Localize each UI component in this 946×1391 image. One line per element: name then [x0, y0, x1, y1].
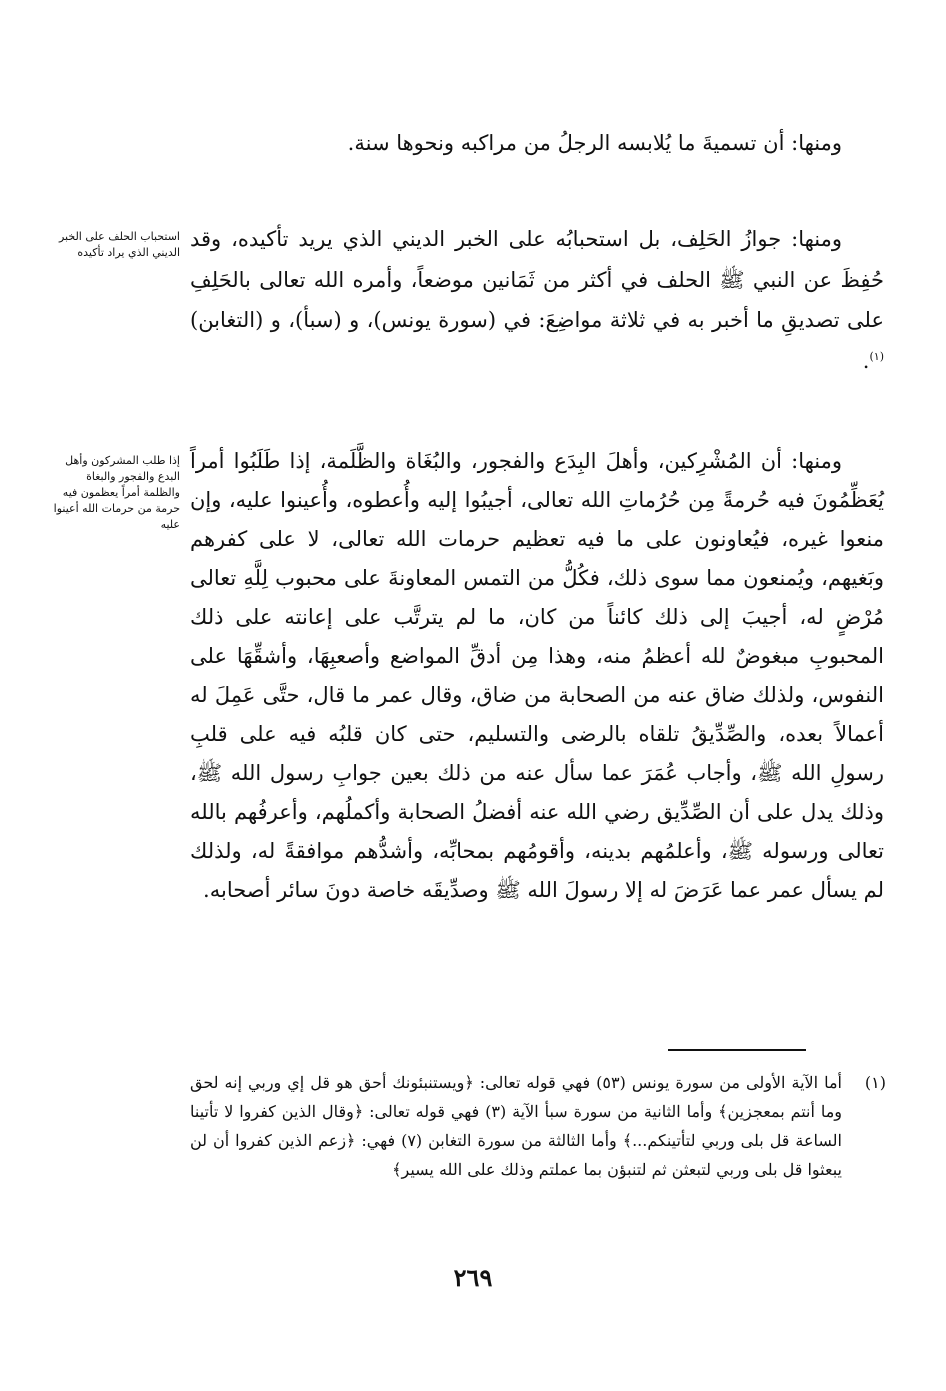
footnote-reference[interactable]: (١) — [869, 349, 884, 363]
paragraph-2-block — [190, 219, 884, 381]
paragraph-1-block — [190, 124, 884, 163]
footnote-text: أما الآية الأولى من سورة يونس (٥٣) فهي قوله تعالى: ﴿ويستنبئونك أحق هو قل إي وربي إنه لحق وما أنتم بمعجزين﴾ وأما الثانية من سورة سبأ الآية (٣) فهي قوله تعالى: ﴿وقال الذين كفروا لا تأتينا الساعة قل بلى وربي لتأتينكم...﴾ وأما الثالثة من سورة التغابن (٧) فهي: ﴿زعم الذين كفروا أن لن يبعثوا قل بلى وربي لتبعثن ثم لتنبؤن بما عملتم وذلك على الله يسير﴾ — [190, 1073, 843, 1179]
paragraph-3-block — [190, 442, 884, 910]
paragraph-2-text: ومنها: جوازُ الحَلِف، بل استحبابُه على الخبر الديني الذي يريد تأكيده، وقد حُفِظَ عن النبي ﷺ الحلف في أكثر من ثَمَانين موضعاً، وأمره الله تعالى بالحَلِفِ على تصديقِ ما أخبر به في ثلاثة مواضِعَ: في (سورة يونس)، و (سبأ)، و (التغابن) — [190, 227, 884, 332]
footnote-marker: (١) — [864, 1073, 886, 1092]
paragraph-1: ومنها: أن تسميةَ ما يُلابسه الرجلُ من مراكبه ونحوها سنة. — [347, 131, 842, 155]
page-number: ٢٦٩ — [453, 1263, 493, 1292]
paragraph-2-end: . — [862, 348, 870, 373]
paragraph-2 — [190, 219, 884, 381]
margin-note-polytheists: إذا طلب المشركون وأهل البدع والفجور والبغاة والظلمة أمراً يعظمون فيه حرمة من حرمات الله أعينوا عليه — [53, 454, 180, 531]
paragraph-3: ومنها: أن المُشْرِكين، وأهلَ البِدَع والفجور، والبُغَاة والظَّلَمة، إذا طَلَبُوا أمراً يُعَظِّمُونَ فيه حُرمةً مِن حُرُماتِ الله تعالى، أجيبُوا إليه وأُعطوه، وأُعينوا عليه، وإن منعوا غيره، فيُعاونون على ما فيه تعظيم حرمات الله تعالى، لا على كفرهم وبَغيهم، ويُمنعون مما سوى ذلك، فكُلُّ من التمس المعاونةَ على محبوب لِلَّهِ تعالى مُرْضٍ له، أجيبَ إلى ذلك كائناً من كان، ما لم يترتَّب على إعانته على ذلك المحبوبِ مبغوضٌ لله أعظمُ منه، وهذا مِن أدقِّ المواضع وأصعبِهَا، وأشقِّهَا على النفوس، ولذلك ضاق عنه من الصحابة من ضاق، وقال عمر ما قال، حتَّى عَمِلَ له أعمالاً بعده، والصِّدِّيقُ تلقاه بالرضى والتسليم، حتى كان قلبُه فيه على قلبِ رسولِ الله ﷺ، وأجاب عُمَرَ عما سأل عنه من ذلك بعين جوابِ رسول الله ﷺ، وذلك يدل على أن الصِّدِّيق رضي الله عنه أفضلُ الصحابة وأكملُهم، وأعرفُهم بالله تعالى ورسوله ﷺ، وأعلمُهم بدينه، وأقومُهم بمحابِّه، وأشدُّهم موافقةً له، ولذلك لم يسأل عمر عما عَرَضَ له إلا رسولَ الله ﷺ وصدِّيقَه خاصة دونَ سائر أصحابه. — [190, 449, 884, 902]
footnote — [190, 1068, 886, 1184]
footnote-separator — [668, 1049, 806, 1051]
margin-note-oath: استحباب الحلف على الخبر الديني الذي يراد تأكيده — [58, 230, 180, 259]
